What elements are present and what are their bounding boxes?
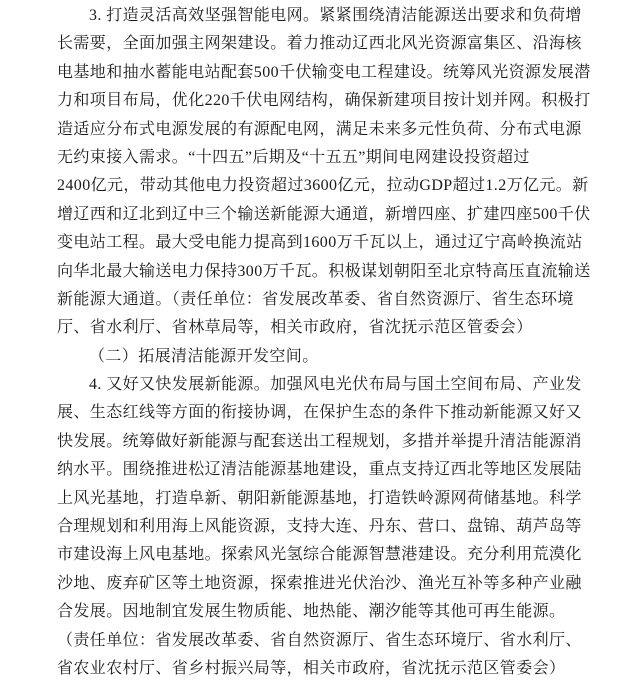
text-line: 沙地、废弃矿区等土地资源，探索推进光伏治沙、渔光互补等多种产业融 — [57, 574, 582, 592]
text-line: 4. 又好又快发展新能源。加强风电光伏布局与国土空间布局、产业发 — [89, 376, 582, 394]
text-line: 合发展。因地制宜发展生物质能、地热能、潮汐能等其他可再生能源。 — [57, 603, 566, 621]
text-line: 厅、省水利厅、省林草局等，相关市政府，省沈抚示范区管委会） — [57, 319, 533, 337]
text-line: 造适应分布式电源发展的有源配电网，满足未来多元性负荷、分布式电源 — [57, 120, 582, 138]
document-text-block — [57, 2, 640, 683]
text-line: 省农业农村厅、省乡村振兴局等，相关市政府，省沈抚示范区管委会） — [57, 659, 566, 677]
text-line: 上风光基地，打造阜新、朝阳新能源基地，打造铁岭源网荷储基地。科学 — [57, 489, 582, 507]
text-line: 2400亿元，带动其他电力投资超过3600亿元，拉动GDP超过1.2万亿元。新 — [57, 177, 589, 195]
text-line: 新能源大通道。（责任单位：省发展改革委、省自然资源厅、省生态环境 — [57, 290, 574, 308]
text-line: 市建设海上风电基地。探索风光氢综合能源智慧港建设。充分利用荒漠化 — [57, 546, 582, 564]
text-line: 电基地和抽水蓄能电站配套500千伏输变电工程建设。统筹风光资源发展潜 — [57, 63, 591, 81]
text-line: 3. 打造灵活高效坚强智能电网。紧紧围绕清洁能源送出要求和负荷增 — [89, 7, 582, 24]
text-line: 向华北最大输送电力保持300万千瓦。积极谋划朝阳至北京特高压直流输送 — [57, 262, 591, 280]
text-line: 变电站工程。最大受电能力提高到1600万千瓦以上，通过辽宁高岭换流站 — [57, 234, 583, 252]
text-line: 合理规划和利用海上风能资源，支持大连、丹东、营口、盘锦、葫芦岛等 — [57, 518, 582, 536]
text-line: （二）拓展清洁能源开发空间。 — [89, 347, 319, 365]
text-line: 力和项目布局，优化220千伏电网结构，确保新建项目按计划并网。积极打 — [57, 92, 591, 110]
text-line: 长需要，全面加强主网架建设。着力推动辽西北风光资源富集区、沿海核 — [57, 35, 582, 53]
text-line: （责任单位：省发展改革委、省自然资源厅、省生态环境厅、省水利厅、 — [57, 631, 582, 649]
text-line: 快发展。统筹做好新能源与配套送出工程规划，多措并举提升清洁能源消 — [57, 432, 582, 450]
text-line: 无约束接入需求。“十四五”后期及“十五五”期间电网建设投资超过 — [57, 148, 530, 166]
text-line: 增辽西和辽北到辽中三个输送新能源大通道，新增四座、扩建四座500千伏 — [57, 205, 591, 223]
text-line: 展、生态红线等方面的衔接协调，在保护生态的条件下推动新能源又好又 — [57, 404, 582, 422]
text-line: 纳水平。围绕推进松辽清洁能源基地建设，重点支持辽西北等地区发展陆 — [57, 461, 582, 479]
